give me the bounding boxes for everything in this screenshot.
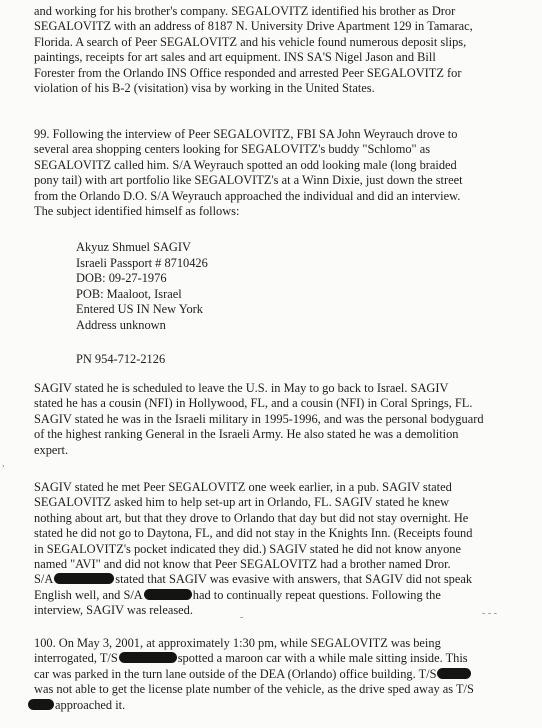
sagiv-meeting-paragraph xyxy=(34,480,526,619)
text-fragment: stated that SAGIV was evasive with answers, that SAGIV did not speak xyxy=(115,572,473,587)
text-line: and working for his brother's company. SEGALOVITZ identified his brother as Dror xyxy=(34,4,456,18)
text-line: SAGIV stated he met Peer SEGALOVITZ one week earlier, in a pub. SAGIV stated xyxy=(34,480,452,494)
text-line: 100. On May 3, 2001, at approximately 1:30 pm, while SEGALOVITZ was being xyxy=(34,636,441,650)
text-line: stated he has a cousin (NFI) in Hollywood, FL, and a cousin (NFI) in Coral Springs, FL. xyxy=(34,396,473,411)
text-line: from the Orlando D.O. S/A Weyrauch approached the individual and did an interview. xyxy=(34,188,461,203)
redaction-mark xyxy=(28,699,54,710)
text-line: SAGIV stated he is scheduled to leave the U.S. in May to go back to Israel. SAGIV xyxy=(34,381,449,395)
text-line: in SEGALOVITZ's pocket indicated they did.) SAGIV stated he did not know anyone xyxy=(34,541,461,556)
text-line: Forester from the Orlando INS Office responded and arrested Peer SEGALOVITZ for xyxy=(34,65,462,80)
scan-artifact: , xyxy=(2,458,5,469)
text-line: named "AVI" and did not know that Peer SEGALOVITZ had a brother named Dror. xyxy=(34,557,451,572)
text-line xyxy=(34,698,526,713)
text-line: several area shopping centers looking for SEGALOVITZ's buddy "Schlomo" as xyxy=(34,142,431,157)
text-fragment: approached it. xyxy=(55,697,126,712)
paragraph-99 xyxy=(34,127,526,219)
subject-identification-block xyxy=(76,240,208,334)
text-fragment: car was parked in the turn lane outside of the DEA (Orlando) office building. T/S xyxy=(34,666,437,681)
redaction-mark xyxy=(144,589,192,600)
text-fragment: had to continually repeat questions. Following the xyxy=(192,587,441,602)
text-line xyxy=(34,588,526,603)
text-line: was not able to get the license plate number of the vehicle, as the drive sped away as T/S xyxy=(34,682,474,697)
subject-pob: POB: Maaloot, Israel xyxy=(76,286,182,301)
scan-artifact: - - - xyxy=(482,608,497,619)
phone-number: PN 954-712-2126 xyxy=(76,352,166,366)
scan-artifact: - xyxy=(240,612,244,623)
text-line: nothing about art, but that they drove to Orlando that day but did not stay overnight. He xyxy=(34,510,469,525)
text-line: violation of his B-2 (visitation) visa by working in the United States. xyxy=(34,81,375,96)
intro-paragraph xyxy=(34,4,526,96)
subject-entry: Entered US IN New York xyxy=(76,302,203,317)
text-line xyxy=(34,572,526,587)
text-line: stated he did not go to Daytona, FL, and did not stay in the Knights Inn. (Receipts found xyxy=(34,526,473,541)
text-fragment: S/A xyxy=(34,572,54,587)
text-line: The subject identified himself as follows: xyxy=(34,204,240,219)
subject-dob: DOB: 09-27-1976 xyxy=(76,271,167,286)
text-line xyxy=(34,667,526,682)
subject-passport: Israeli Passport # 8710426 xyxy=(76,255,208,270)
paragraph-100 xyxy=(34,636,526,713)
subject-name: Akyuz Shmuel SAGIV xyxy=(76,240,191,254)
text-line: 99. Following the interview of Peer SEGALOVITZ, FBI SA John Weyrauch drove to xyxy=(34,127,458,141)
subject-phone xyxy=(76,352,165,368)
text-fragment: spotted a maroon car with a while male sitting inside. This xyxy=(177,651,468,666)
text-line xyxy=(34,651,526,666)
text-line: expert. xyxy=(34,442,69,457)
text-fragment: interrogated, T/S xyxy=(34,651,118,666)
text-line: pony tail) with art portfolio like SEGALOVITZ's at a Winn Dixie, just down the street xyxy=(34,173,463,188)
subject-address: Address unknown xyxy=(76,317,166,332)
sagiv-statement-paragraph xyxy=(34,381,526,458)
text-line: interview, SAGIV was released. xyxy=(34,603,193,618)
text-line: Florida. A search of Peer SEGALOVITZ and his vehicle found numerous deposit slips, xyxy=(34,34,467,49)
redaction-mark xyxy=(54,573,114,584)
redaction-mark xyxy=(437,668,471,679)
text-line: SAGIV stated he was in the Israeli military in 1995-1996, and was the personal bodyguard xyxy=(34,411,484,426)
text-line: of the highest ranking General in the Israeli Army. He also stated he was a demolition xyxy=(34,427,459,442)
redaction-mark xyxy=(119,652,177,663)
text-line: SEGALOVITZ asked him to help set-up art in Orlando, FL. SAGIV stated he knew xyxy=(34,495,450,510)
text-line: paintings, receipts for art sales and art equipment. INS SA'S Nigel Jason and Bill xyxy=(34,50,436,65)
text-line: SEGALOVITZ with an address of 8187 N. University Drive Apartment 129 in Tamarac, xyxy=(34,19,473,34)
text-fragment: English well, and S/A xyxy=(34,587,143,602)
text-line: SEGALOVITZ called him. S/A Weyrauch spotted an odd looking male (long braided xyxy=(34,157,457,172)
